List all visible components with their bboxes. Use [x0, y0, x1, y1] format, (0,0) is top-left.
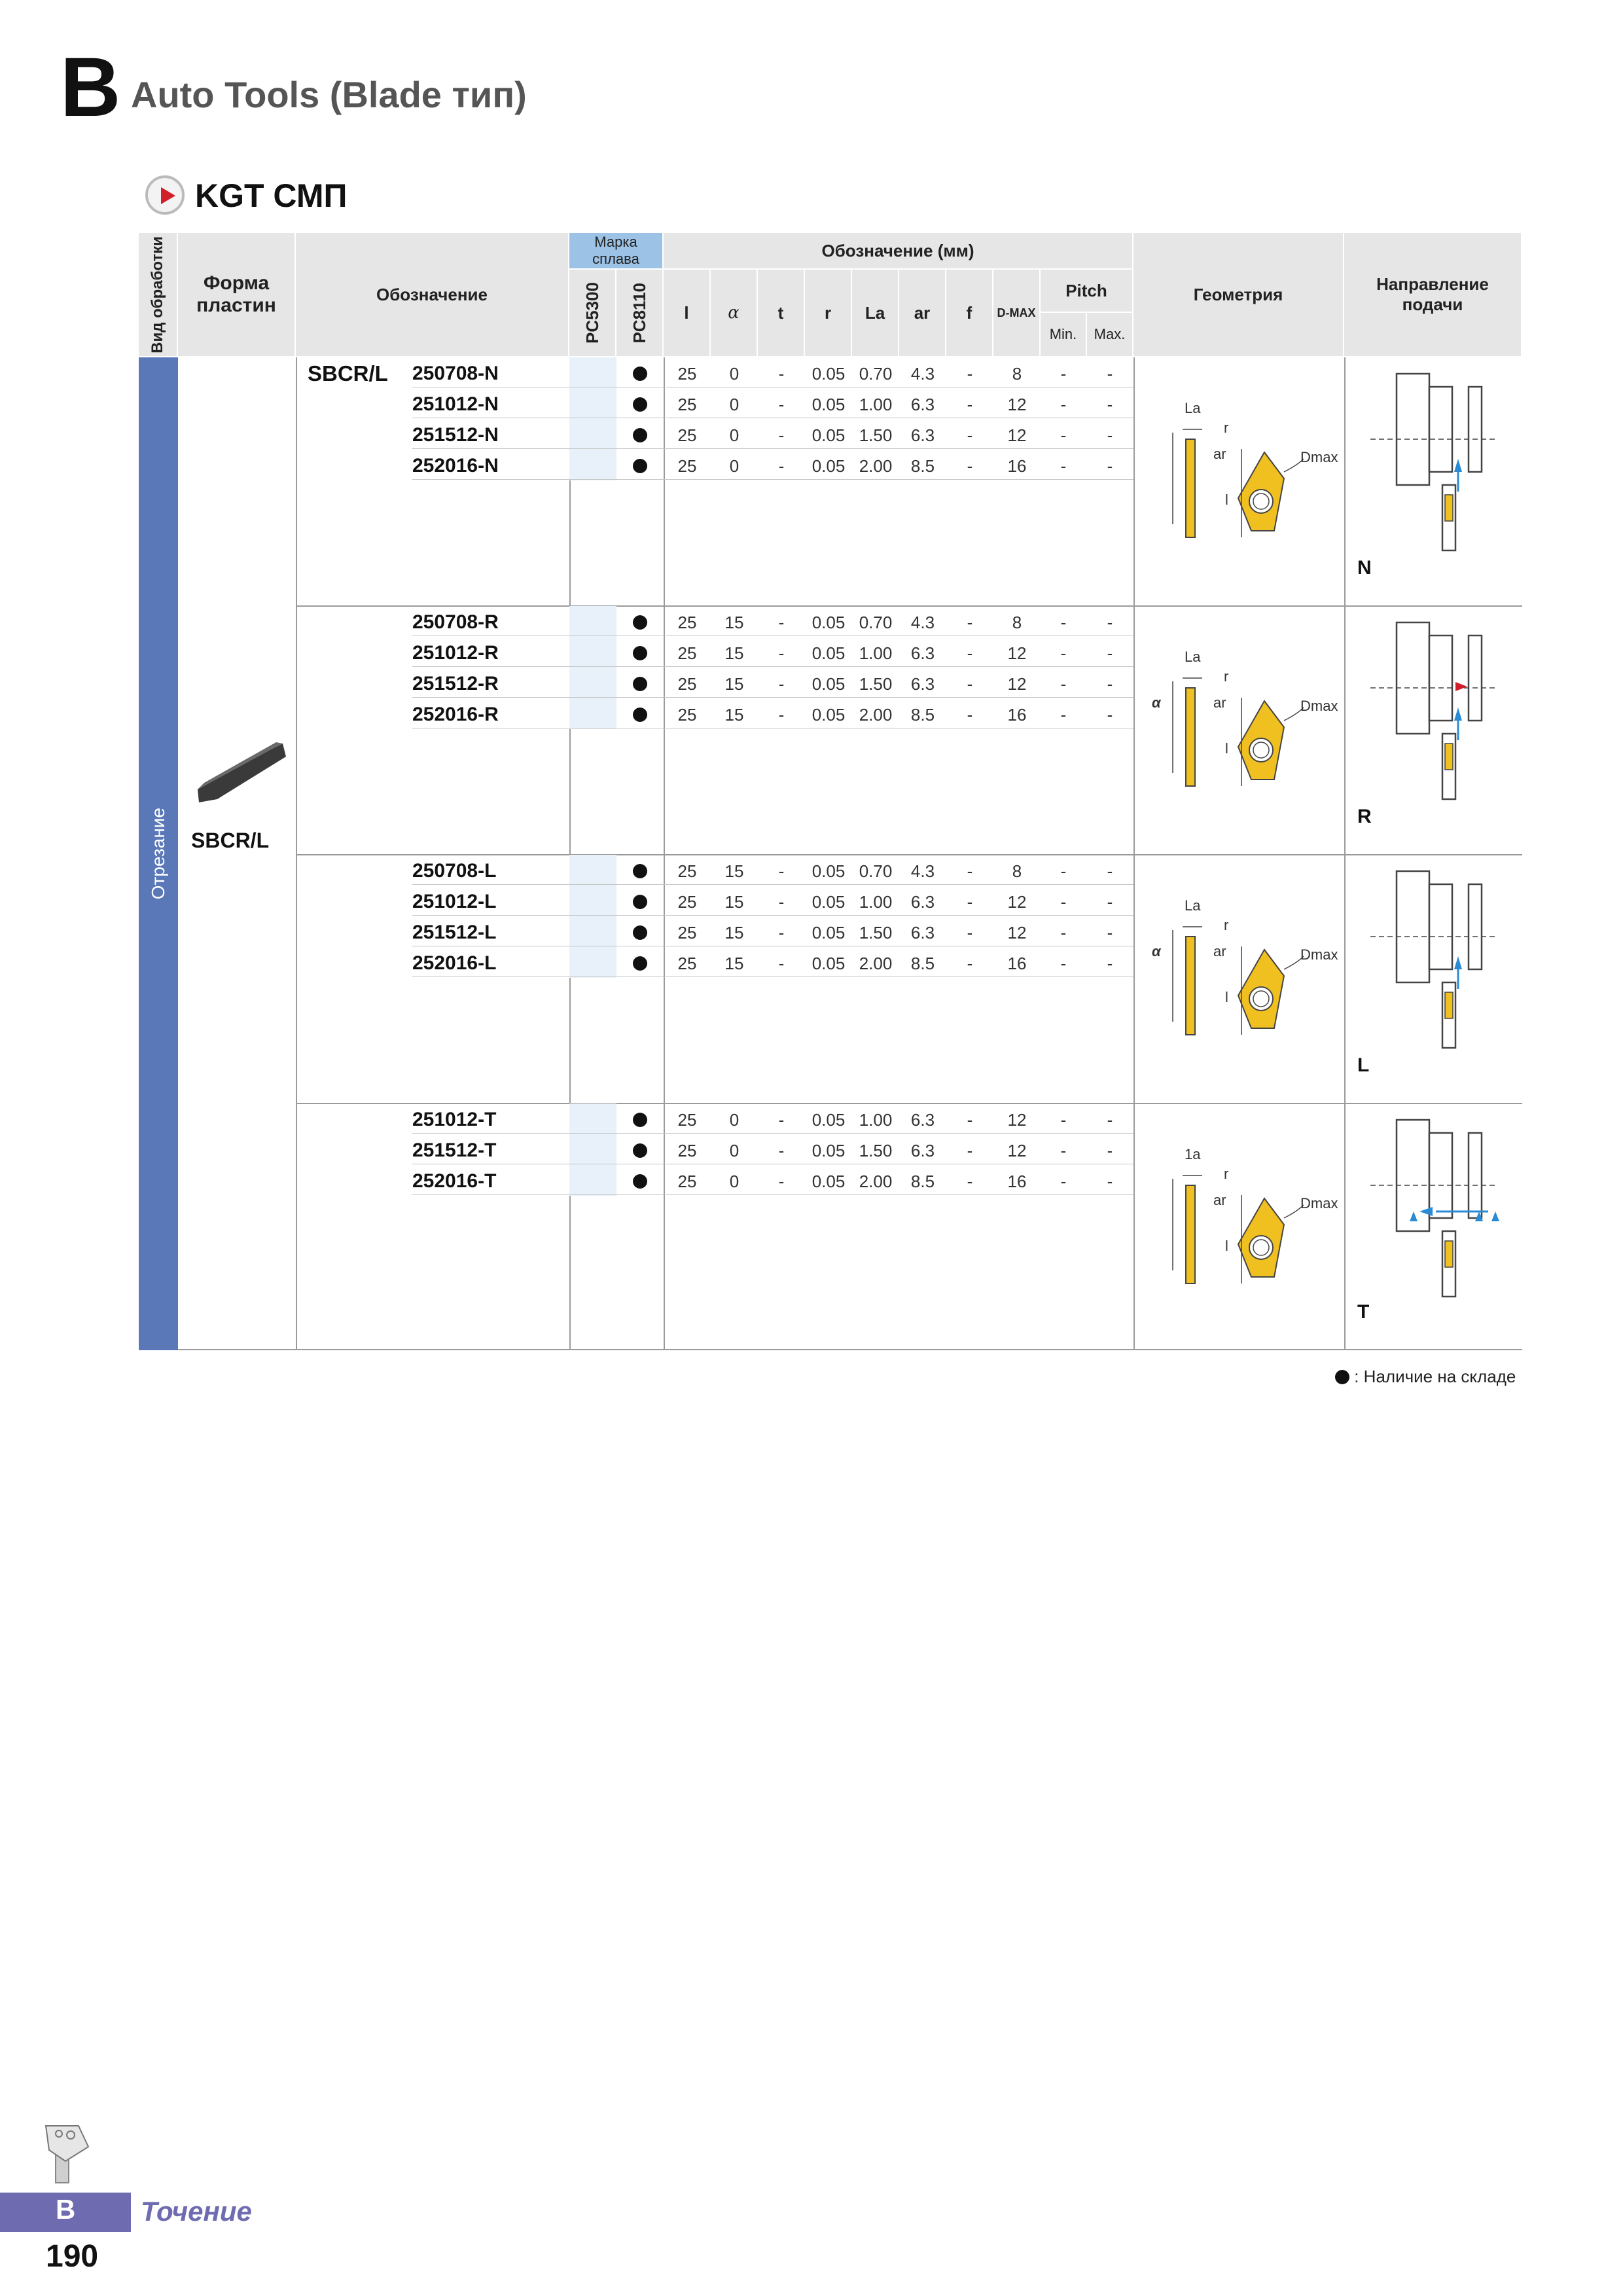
cell-f: -	[967, 954, 973, 973]
cell-ar: 4.3	[910, 613, 935, 632]
geometry-label-ar: ar	[1213, 943, 1226, 960]
geometry-label-l: l	[1225, 1238, 1228, 1254]
insert-shape-name: SBCR/L	[191, 829, 270, 852]
group-divider	[296, 1103, 1522, 1104]
stock-dot-icon	[633, 1143, 647, 1158]
cell-pmin: -	[1060, 395, 1067, 414]
geometry-label-l: l	[1225, 989, 1228, 1005]
geometry-label-dmax: Dmax	[1300, 1195, 1338, 1211]
cell-l: 25	[677, 861, 697, 881]
product-code: 251012-T	[412, 1109, 497, 1130]
header-dmax: D-MAX	[993, 270, 1041, 357]
geometry-label-alpha: α	[1152, 694, 1161, 711]
header-alpha: α	[711, 270, 758, 357]
feed-direction-label: T	[1357, 1301, 1370, 1323]
geometry-label-ar: ar	[1213, 1192, 1226, 1208]
insert-geometry-diagram	[1147, 1139, 1336, 1316]
cell-La: 1.50	[859, 1141, 893, 1160]
stock-dot-icon	[633, 428, 647, 442]
legend: : Наличие на складе	[1335, 1367, 1516, 1387]
stock-dot-icon	[633, 864, 647, 878]
cell-La: 2.00	[859, 705, 893, 725]
cell-d: 8	[1012, 613, 1022, 632]
cell-r: 0.05	[812, 861, 846, 881]
cell-pmax: -	[1107, 892, 1113, 912]
cell-a: 15	[724, 892, 744, 912]
stock-dot-icon	[633, 1174, 647, 1189]
geometry-label-r: r	[1224, 420, 1229, 436]
cell-ar: 6.3	[910, 892, 935, 912]
cell-l: 25	[677, 674, 697, 694]
cell-a: 15	[724, 674, 744, 694]
geometry-label-dmax: Dmax	[1300, 449, 1338, 465]
cell-d: 16	[1007, 456, 1027, 476]
product-code: 251012-N	[412, 393, 499, 415]
cell-pmin: -	[1060, 892, 1067, 912]
page-number: 190	[46, 2239, 99, 2274]
cell-a: 15	[724, 643, 744, 663]
cell-t: -	[778, 892, 785, 912]
cell-ar: 6.3	[910, 643, 935, 663]
cell-La: 1.00	[859, 643, 893, 663]
cell-La: 1.00	[859, 892, 893, 912]
cell-pmin: -	[1060, 613, 1067, 632]
cell-t: -	[778, 954, 785, 973]
cell-r: 0.05	[812, 613, 846, 632]
geometry-label-la: 1a	[1185, 1146, 1201, 1162]
cell-a: 15	[724, 923, 744, 942]
cell-pmin: -	[1060, 425, 1067, 445]
row-divider	[412, 884, 1133, 885]
cell-ar: 6.3	[910, 395, 935, 414]
geometry-label-r: r	[1224, 917, 1229, 933]
cell-pmax: -	[1107, 395, 1113, 414]
cell-La: 1.50	[859, 674, 893, 694]
cell-r: 0.05	[812, 456, 846, 476]
cell-l: 25	[677, 395, 697, 414]
footer-chapter-letter: B	[56, 2194, 76, 2225]
stock-dot-icon	[633, 708, 647, 722]
header-pitch-max: Max.	[1087, 313, 1133, 357]
stock-dot-icon	[633, 615, 647, 630]
product-code: 252016-R	[412, 704, 499, 725]
header-insert-shape: Форма пластин	[178, 233, 296, 357]
series-name: SBCR/L	[308, 361, 388, 386]
cell-a: 0	[729, 395, 740, 414]
row-divider	[412, 448, 1133, 449]
cell-t: -	[778, 364, 785, 384]
table-bottom-line	[178, 1349, 1522, 1350]
pc5300-column	[569, 606, 616, 729]
cell-t: -	[778, 923, 785, 942]
geometry-label-l: l	[1225, 740, 1228, 757]
cell-pmin: -	[1060, 643, 1067, 663]
product-code: 252016-L	[412, 952, 497, 974]
product-code: 252016-T	[412, 1170, 497, 1192]
cell-a: 0	[729, 1141, 740, 1160]
stock-dot-icon	[633, 895, 647, 909]
cell-t: -	[778, 425, 785, 445]
cell-La: 1.00	[859, 1110, 893, 1130]
cell-ar: 8.5	[910, 1172, 935, 1191]
cell-t: -	[778, 1141, 785, 1160]
cell-r: 0.05	[812, 674, 846, 694]
process-bar: Отрезание	[139, 357, 178, 1350]
cell-pmin: -	[1060, 1141, 1067, 1160]
product-code: 251512-R	[412, 673, 499, 694]
insert-shape-image	[191, 737, 289, 809]
cell-pmax: -	[1107, 674, 1113, 694]
cell-ar: 6.3	[910, 1141, 935, 1160]
geometry-label-la: La	[1185, 649, 1201, 665]
product-code: 251012-R	[412, 642, 499, 664]
cell-La: 1.50	[859, 425, 893, 445]
row-divider	[412, 666, 1133, 667]
feed-direction-diagram	[1357, 367, 1508, 557]
cell-a: 15	[724, 954, 744, 973]
cell-l: 25	[677, 892, 697, 912]
turning-tool-icon	[39, 2121, 98, 2186]
cell-l: 25	[677, 613, 697, 632]
insert-geometry-diagram	[1147, 393, 1336, 570]
row-divider	[412, 1133, 1133, 1134]
chapter-letter: B	[60, 41, 121, 134]
page-title: Auto Tools (Blade тип)	[131, 74, 527, 115]
cell-f: -	[967, 613, 973, 632]
header-grade: Марка сплава	[569, 233, 664, 270]
pc5300-column	[569, 357, 616, 480]
header-t: t	[758, 270, 805, 357]
geometry-label-la: La	[1185, 897, 1201, 914]
header-process: Вид обработки	[139, 233, 178, 357]
row-divider	[412, 479, 1133, 480]
row-divider	[412, 915, 1133, 916]
header-pitch: Pitch	[1041, 270, 1133, 313]
pc5300-column	[569, 855, 616, 978]
cell-r: 0.05	[812, 1172, 846, 1191]
geometry-label-dmax: Dmax	[1300, 946, 1338, 963]
cell-a: 0	[729, 364, 740, 384]
cell-f: -	[967, 892, 973, 912]
cell-pmin: -	[1060, 456, 1067, 476]
cell-pmin: -	[1060, 923, 1067, 942]
cell-pmax: -	[1107, 1141, 1113, 1160]
product-code: 251512-L	[412, 922, 497, 943]
cell-ar: 6.3	[910, 674, 935, 694]
cell-pmin: -	[1060, 364, 1067, 384]
cell-d: 16	[1007, 954, 1027, 973]
cell-r: 0.05	[812, 1141, 846, 1160]
cell-r: 0.05	[812, 923, 846, 942]
product-code: 250708-N	[412, 363, 499, 384]
header-r: r	[805, 270, 852, 357]
stock-dot-icon	[633, 1113, 647, 1127]
product-code: 251512-T	[412, 1139, 497, 1161]
cell-a: 0	[729, 1172, 740, 1191]
cell-pmin: -	[1060, 705, 1067, 725]
cell-La: 2.00	[859, 456, 893, 476]
cell-d: 16	[1007, 705, 1027, 725]
cell-pmin: -	[1060, 861, 1067, 881]
cell-d: 12	[1007, 643, 1027, 663]
cell-ar: 6.3	[910, 1110, 935, 1130]
cell-ar: 8.5	[910, 954, 935, 973]
cell-r: 0.05	[812, 425, 846, 445]
geometry-label-ar: ar	[1213, 694, 1226, 711]
stock-dot-icon	[633, 646, 647, 660]
cell-r: 0.05	[812, 643, 846, 663]
cell-La: 0.70	[859, 364, 893, 384]
cell-t: -	[778, 861, 785, 881]
cell-La: 0.70	[859, 613, 893, 632]
cell-r: 0.05	[812, 395, 846, 414]
cell-d: 16	[1007, 1172, 1027, 1191]
cell-d: 12	[1007, 1110, 1027, 1130]
geometry-label-r: r	[1224, 668, 1229, 685]
product-table	[139, 233, 1522, 1350]
stock-dot-icon	[633, 397, 647, 412]
cell-ar: 6.3	[910, 923, 935, 942]
feed-direction-label: L	[1357, 1054, 1370, 1076]
feed-direction-label: R	[1357, 806, 1372, 827]
header-l: l	[664, 270, 711, 357]
product-code: 252016-N	[412, 455, 499, 476]
stock-dot-icon	[633, 925, 647, 940]
group-divider	[296, 605, 1522, 607]
header-dimensions: Обозначение (мм)	[664, 233, 1133, 270]
cell-pmax: -	[1107, 456, 1113, 476]
cell-La: 1.00	[859, 395, 893, 414]
stock-dot-icon	[633, 956, 647, 971]
footer-section: Точение	[141, 2196, 252, 2227]
cell-r: 0.05	[812, 954, 846, 973]
row-divider	[412, 1194, 1133, 1195]
cell-r: 0.05	[812, 364, 846, 384]
feed-direction-diagram	[1357, 616, 1508, 806]
feed-direction-diagram	[1357, 1113, 1508, 1303]
cell-pmin: -	[1060, 674, 1067, 694]
cell-d: 8	[1012, 861, 1022, 881]
cell-ar: 6.3	[910, 425, 935, 445]
pc5300-column	[569, 1103, 616, 1196]
cell-l: 25	[677, 643, 697, 663]
cell-l: 25	[677, 456, 697, 476]
cell-f: -	[967, 861, 973, 881]
header-f: f	[946, 270, 993, 357]
product-code: 250708-R	[412, 611, 499, 633]
cell-t: -	[778, 1172, 785, 1191]
cell-t: -	[778, 613, 785, 632]
cell-pmin: -	[1060, 954, 1067, 973]
cell-t: -	[778, 674, 785, 694]
cell-La: 0.70	[859, 861, 893, 881]
cell-La: 1.50	[859, 923, 893, 942]
cell-f: -	[967, 1110, 973, 1130]
cell-r: 0.05	[812, 1110, 846, 1130]
cell-pmax: -	[1107, 425, 1113, 445]
cell-pmin: -	[1060, 1110, 1067, 1130]
cell-d: 12	[1007, 674, 1027, 694]
geometry-label-dmax: Dmax	[1300, 698, 1338, 714]
cell-l: 25	[677, 425, 697, 445]
cell-f: -	[967, 643, 973, 663]
cell-pmax: -	[1107, 861, 1113, 881]
cell-f: -	[967, 705, 973, 725]
cell-pmax: -	[1107, 923, 1113, 942]
cell-t: -	[778, 395, 785, 414]
play-icon	[145, 175, 185, 215]
cell-t: -	[778, 456, 785, 476]
cell-La: 2.00	[859, 954, 893, 973]
cell-ar: 8.5	[910, 456, 935, 476]
insert-geometry-diagram	[1147, 642, 1336, 819]
cell-f: -	[967, 425, 973, 445]
cell-l: 25	[677, 1141, 697, 1160]
cell-pmax: -	[1107, 613, 1113, 632]
geometry-label-la: La	[1185, 400, 1201, 416]
header-designation: Обозначение	[296, 233, 569, 357]
cell-l: 25	[677, 1172, 697, 1191]
cell-f: -	[967, 1141, 973, 1160]
cell-La: 2.00	[859, 1172, 893, 1191]
insert-geometry-diagram	[1147, 891, 1336, 1067]
cell-l: 25	[677, 923, 697, 942]
geometry-label-l: l	[1225, 492, 1228, 508]
geometry-label-alpha: α	[1152, 943, 1161, 960]
row-divider	[412, 697, 1133, 698]
cell-d: 12	[1007, 425, 1027, 445]
cell-f: -	[967, 456, 973, 476]
cell-a: 15	[724, 861, 744, 881]
cell-d: 12	[1007, 923, 1027, 942]
header-pitch-min: Min.	[1041, 313, 1087, 357]
header-pc8110: PC8110	[616, 270, 664, 357]
header-feed-direction: Направление подачи	[1344, 233, 1522, 357]
stock-dot-icon	[1335, 1370, 1349, 1384]
stock-dot-icon	[633, 459, 647, 473]
cell-pmin: -	[1060, 1172, 1067, 1191]
stock-dot-icon	[633, 367, 647, 381]
cell-ar: 8.5	[910, 705, 935, 725]
product-code: 250708-L	[412, 860, 497, 882]
cell-f: -	[967, 1172, 973, 1191]
cell-ar: 4.3	[910, 861, 935, 881]
cell-pmax: -	[1107, 1172, 1113, 1191]
cell-d: 8	[1012, 364, 1022, 384]
cell-d: 12	[1007, 892, 1027, 912]
section-title: KGT СМП	[195, 177, 348, 214]
cell-a: 0	[729, 425, 740, 445]
product-code: 251512-N	[412, 424, 499, 446]
stock-dot-icon	[633, 677, 647, 691]
cell-d: 12	[1007, 395, 1027, 414]
cell-f: -	[967, 364, 973, 384]
cell-r: 0.05	[812, 892, 846, 912]
cell-ar: 4.3	[910, 364, 935, 384]
header-pc5300: PC5300	[569, 270, 616, 357]
cell-a: 15	[724, 613, 744, 632]
geometry-label-ar: ar	[1213, 446, 1226, 462]
cell-pmax: -	[1107, 364, 1113, 384]
cell-a: 0	[729, 456, 740, 476]
feed-direction-label: N	[1357, 557, 1372, 579]
feed-direction-diagram	[1357, 865, 1508, 1054]
cell-d: 12	[1007, 1141, 1027, 1160]
cell-a: 15	[724, 705, 744, 725]
product-code: 251012-L	[412, 891, 497, 912]
cell-pmax: -	[1107, 1110, 1113, 1130]
cell-l: 25	[677, 364, 697, 384]
cell-pmax: -	[1107, 643, 1113, 663]
geometry-label-r: r	[1224, 1166, 1229, 1182]
header-ar: ar	[899, 270, 946, 357]
cell-l: 25	[677, 1110, 697, 1130]
header-la: La	[852, 270, 899, 357]
cell-f: -	[967, 923, 973, 942]
cell-l: 25	[677, 705, 697, 725]
cell-pmax: -	[1107, 705, 1113, 725]
header-geometry: Геометрия	[1133, 233, 1344, 357]
cell-a: 0	[729, 1110, 740, 1130]
cell-pmax: -	[1107, 954, 1113, 973]
cell-t: -	[778, 1110, 785, 1130]
cell-t: -	[778, 643, 785, 663]
group-divider	[296, 854, 1522, 855]
cell-l: 25	[677, 954, 697, 973]
cell-f: -	[967, 674, 973, 694]
cell-t: -	[778, 705, 785, 725]
cell-r: 0.05	[812, 705, 846, 725]
cell-f: -	[967, 395, 973, 414]
